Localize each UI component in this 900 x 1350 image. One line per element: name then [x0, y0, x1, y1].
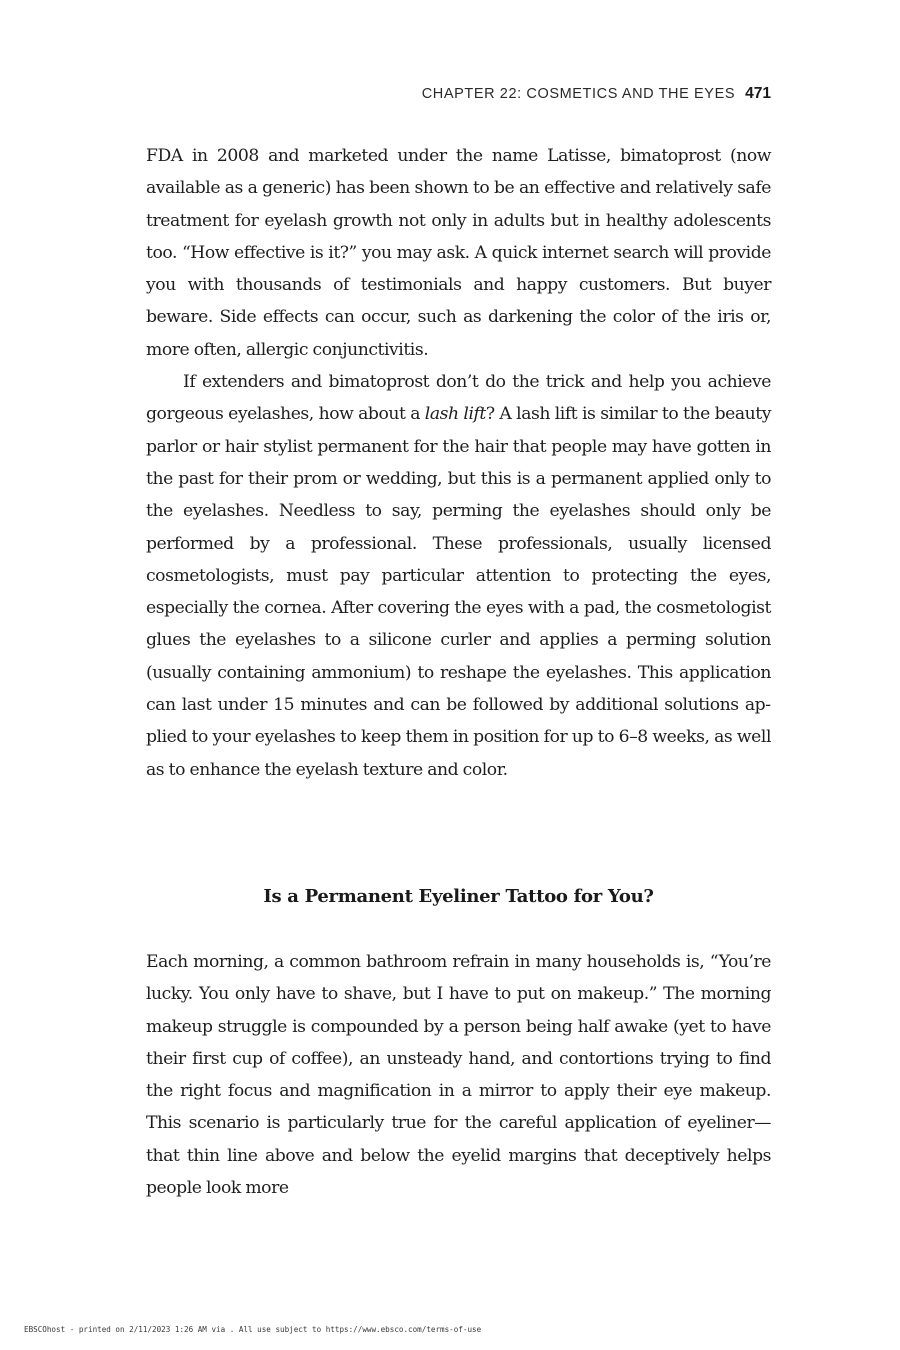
paragraph-eyeliner: Each morning, a common bathroom refrain in many households is, “You’re lucky. You only have to shave, but I have to put on makeup.” The morning makeup struggle is compounded by a person being half awake (yet to have their first cup of coffee), an unsteady hand, and contortions trying to find the right focus and magnification in a mirror to apply their eye makeup. This scenario is particularly true for the careful application of eyeliner—that thin line above and below the eyelid margins that deceptively helps people look more	[146, 952, 771, 1199]
footer-note: EBSCOhost - printed on 2/11/2023 1:26 AM via . All use subject to https://www.ebsco.com/terms-of-use	[24, 1325, 482, 1334]
running-head	[146, 83, 771, 105]
lash-lift-term: lash lift	[424, 404, 486, 425]
section-heading: Is a Permanent Eyeliner Tattoo for You?	[263, 886, 654, 907]
page-number: 471	[745, 85, 771, 102]
body-text-upper	[146, 140, 771, 786]
body-text-lower	[146, 946, 771, 1204]
paragraph-lash-lift	[146, 366, 771, 786]
chapter-title: CHAPTER 22: COSMETICS AND THE EYES	[421, 86, 736, 102]
paragraph-lash-lift-start: If extenders and bimatoprost don’t do the trick and help you achieve gorgeous eyelashes, how about a	[146, 372, 771, 425]
paragraph-bimatoprost: FDA in 2008 and marketed under the name Latisse, bimatoprost (now available as a generic) has been shown to be an effective and relatively safe treatment for eyelash growth not only in adults but in healthy adolescents too. “How effective is it?” you may ask. A quick internet search will provide you with thousands of testimonials and happy customers. But buyer beware. Side effects can occur, such as darkening the color of the iris or, more often, allergic conjunctivitis.	[146, 146, 771, 360]
paragraph-lash-lift-rest: ? A lash lift is similar to the beauty parlor or hair stylist permanent for the hair that people may have gotten in the past for their prom or wedding, but this is a permanent applied only to the eyelashes. Needless to say, perming the eyelashes should only be performed by a professional. These professionals, usually licensed cosmetologists, must pay particular attention to protecting the eyes, especially the cornea. After covering the eyes with a pad, the cosmetologist glues the eyelashes to a silicone curler and applies a perming solution (usually containing ammonium) to reshape the eyelashes. This application can last under 15 minutes and can be followed by additional solutions applied to your eyelashes to keep them in position for up to 6–8 weeks, as well as to enhance the eyelash texture and color.	[146, 404, 771, 780]
